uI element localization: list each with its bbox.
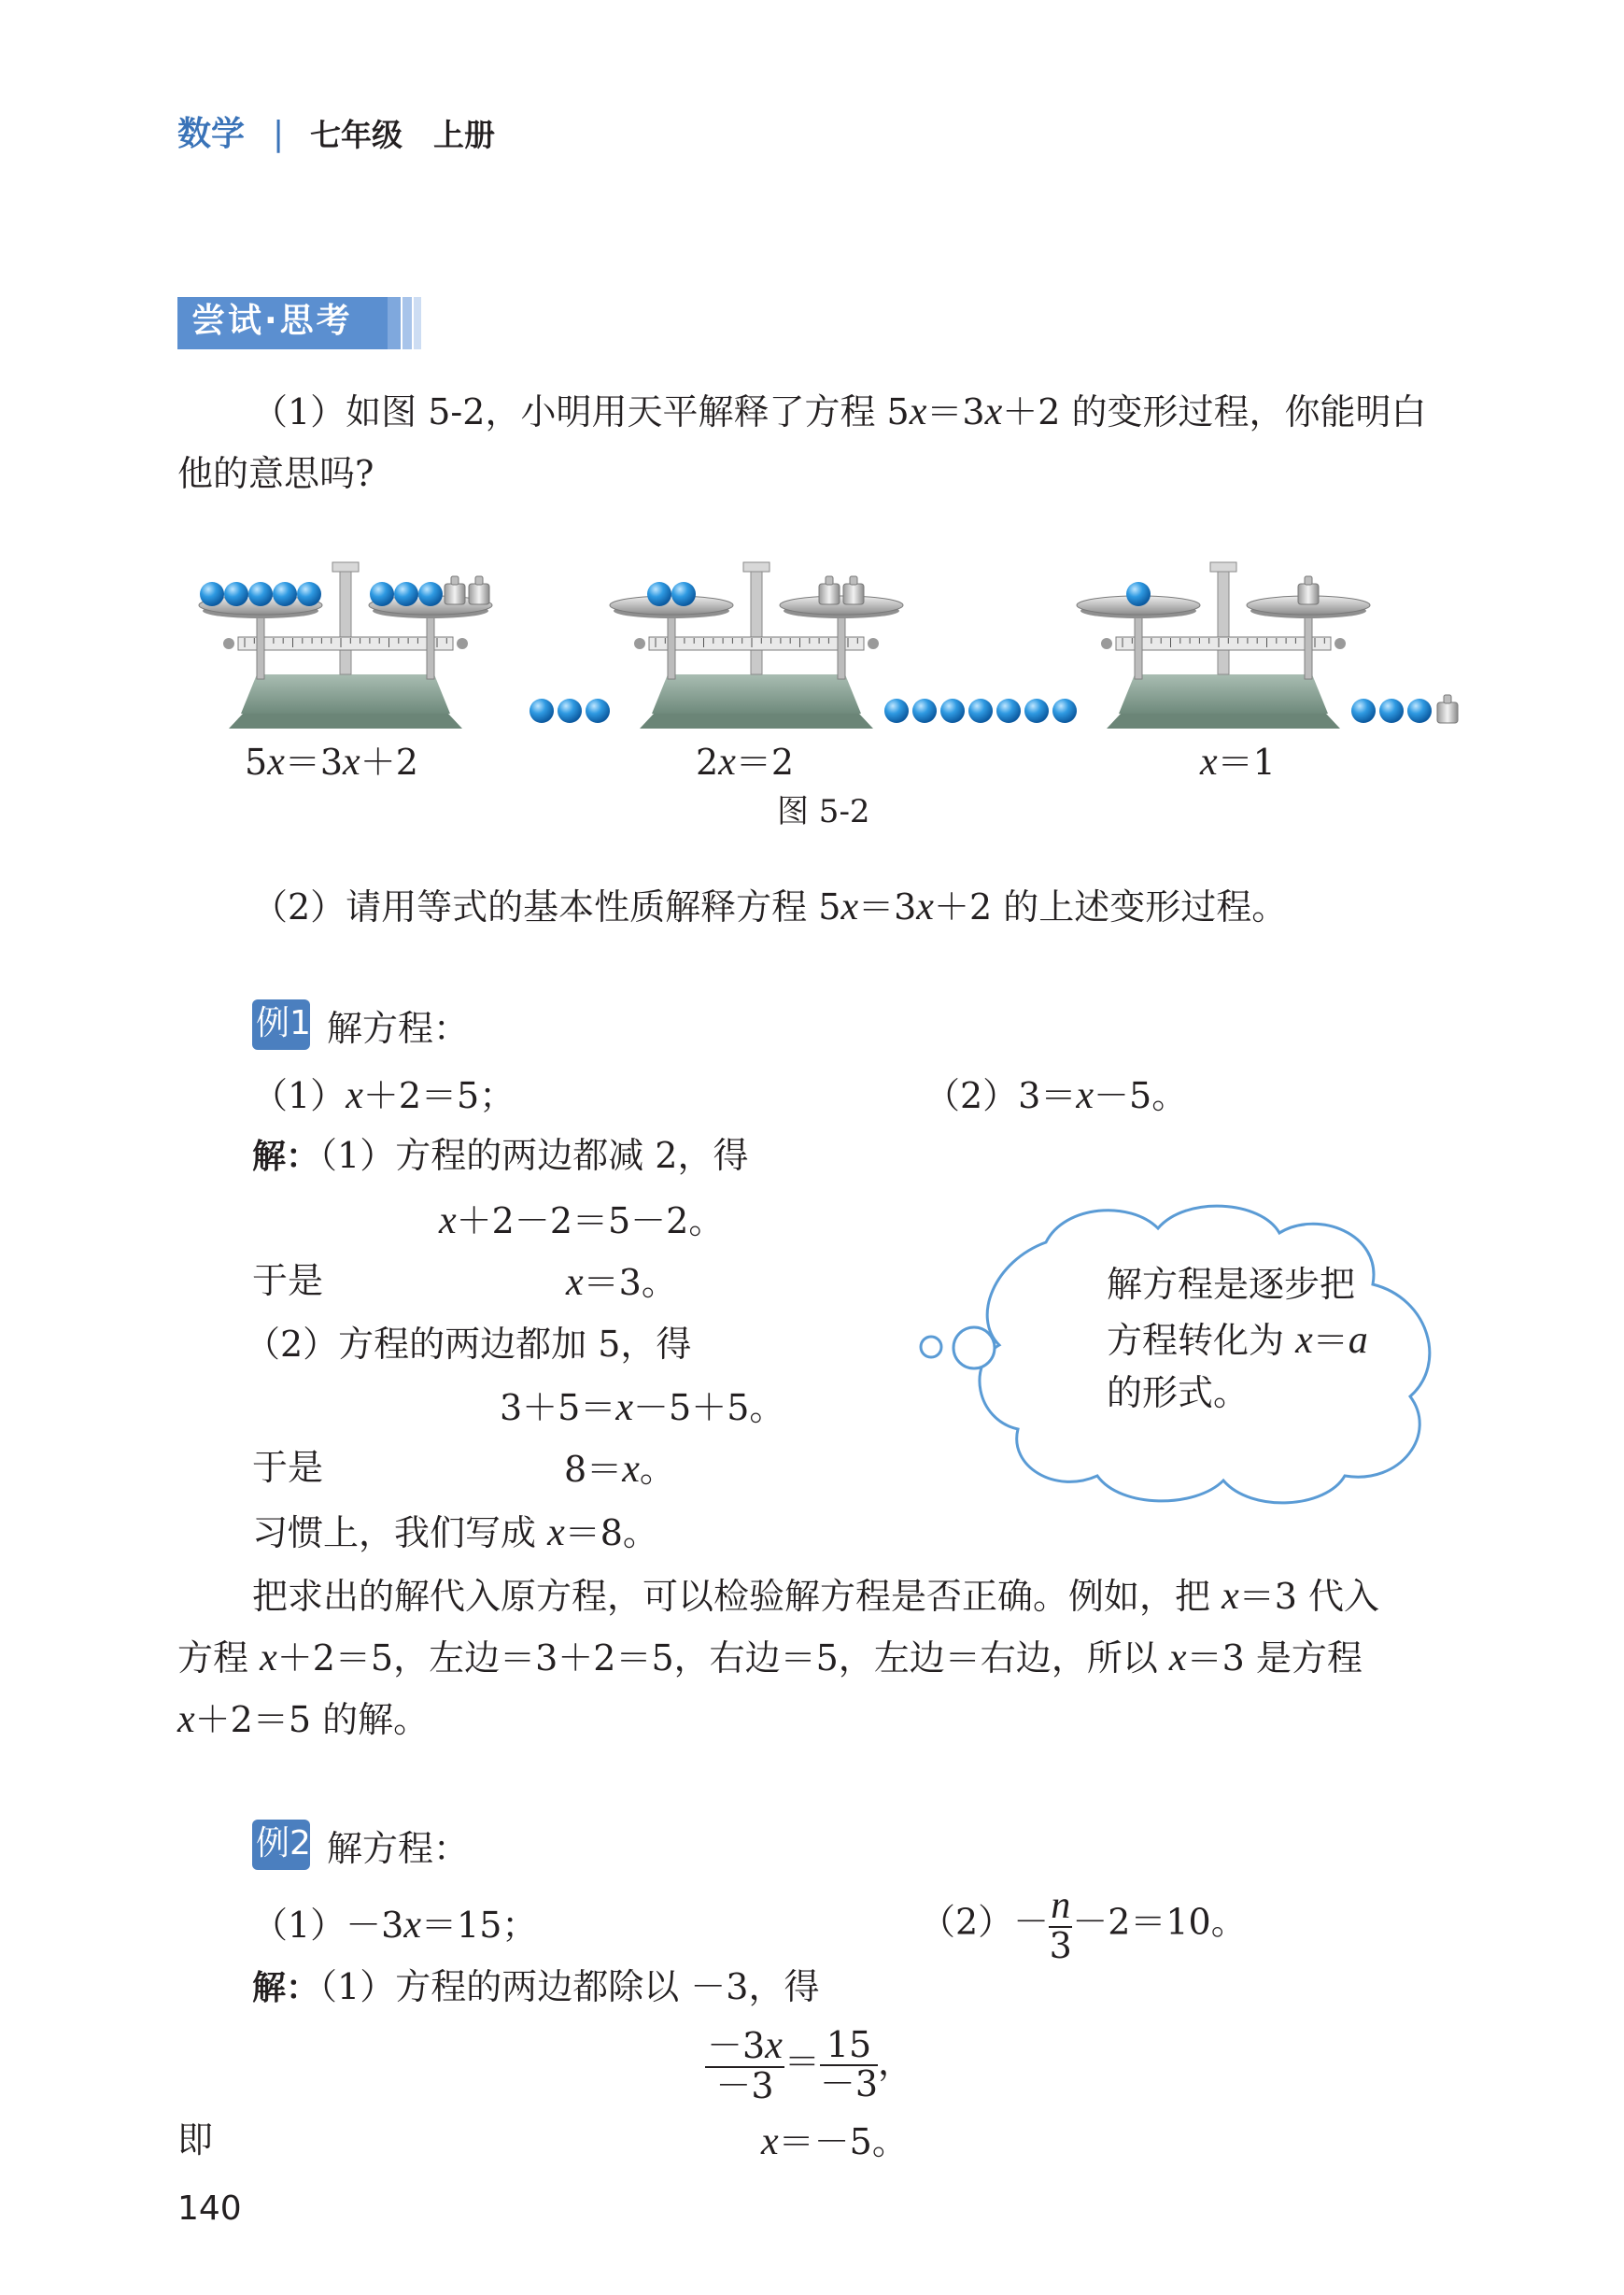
example1-problem-2: （2）3＝x－5。 xyxy=(925,1074,1188,1117)
scale-1-support-left xyxy=(257,609,264,679)
example2-fraction-n3: $\frac{n}{3}$ xyxy=(1049,1884,1072,1967)
scale-2-weight-2 xyxy=(843,584,864,604)
scale-3-table-weight xyxy=(1437,702,1458,723)
try-question-1-cont: 他的意思吗? xyxy=(177,453,374,494)
example1-yushi-1: 于是 xyxy=(252,1260,324,1301)
example1-title: 解方程： xyxy=(327,1008,470,1049)
figure-label-1: 5x＝3x＋2 xyxy=(245,741,418,784)
example2-fraction-right: $\frac{15}{-3}$ xyxy=(819,2024,879,2104)
scale-1-weight-1-knob xyxy=(451,576,459,585)
header-grade: 七年级 上册 xyxy=(310,117,495,153)
scale-3-pillar-top xyxy=(1210,562,1236,572)
scale-1-beam xyxy=(238,637,453,650)
scale-3-pillar xyxy=(1218,568,1229,674)
scale-2-pan-right xyxy=(780,596,903,615)
scale-1-knob-left xyxy=(223,638,234,649)
scale-3-table-left-ball-4 xyxy=(1052,699,1077,723)
bubble-line-1: 解方程是逐步把 xyxy=(1107,1264,1356,1305)
scale-3-table-right-ball-1 xyxy=(1351,699,1376,723)
scale-1-left-ball-2 xyxy=(224,582,248,606)
scale-3-table-left-ball-1 xyxy=(968,699,993,723)
scale-3-knob-left xyxy=(1101,638,1112,649)
scale-3-table-right-ball-3 xyxy=(1407,699,1432,723)
scale-1-left-ball-1 xyxy=(200,582,224,606)
scale-2-left-ball-1 xyxy=(647,582,671,606)
scale-3-beam xyxy=(1116,637,1331,650)
scale-2-base xyxy=(652,674,861,714)
scale-1-support-right xyxy=(427,609,434,679)
scale-3-weight-1-knob xyxy=(1305,576,1312,585)
scale-1-right-ball-3 xyxy=(418,582,443,606)
scale-3-table-weight-knob xyxy=(1444,695,1451,703)
example1-equation-2: x＝3。 xyxy=(566,1261,677,1304)
scale-2-pillar-top xyxy=(743,562,770,572)
scale-2-knob-left xyxy=(634,638,645,649)
page-number: 140 xyxy=(177,2189,242,2228)
scale-2-beam xyxy=(649,637,864,650)
bubble-line-2: 方程转化为 x＝a xyxy=(1107,1319,1368,1362)
scale-3-support-left xyxy=(1135,609,1142,679)
scale-2-table-right-ball-3 xyxy=(940,699,965,723)
example1-equation-3: 3＋5＝x－5＋5。 xyxy=(500,1386,785,1429)
scale-3-left-ball-1 xyxy=(1126,582,1151,606)
try-question-1: （1）如图 5-2，小明用天平解释了方程 5x＝3x＋2 的变形过程，你能明白 xyxy=(252,390,1427,433)
scale-1-right-ball-1 xyxy=(370,582,394,606)
scale-2-table-left-ball-1 xyxy=(530,699,554,723)
scale-2-base-bottom xyxy=(640,714,873,729)
scale-1-left-ball-4 xyxy=(273,582,297,606)
scale-1-base-bottom xyxy=(229,714,462,729)
scale-3-base xyxy=(1119,674,1328,714)
scale-2-pillar xyxy=(751,568,762,674)
example2-problem-1: （1）－3x＝15； xyxy=(252,1904,538,1947)
scale-2-knob-right xyxy=(868,638,879,649)
scale-2-table-right-ball-2 xyxy=(912,699,937,723)
scale-3-table-right-ball-2 xyxy=(1379,699,1404,723)
example2-fraction-left: $\frac{-3x}{-3}$ xyxy=(707,2024,783,2107)
example2-ji: 即 xyxy=(177,2119,214,2160)
scale-2-left-ball-2 xyxy=(671,582,696,606)
example2-title: 解方程： xyxy=(327,1828,470,1869)
example1-badge: 例1 xyxy=(256,1004,311,1042)
scale-2-table-left-ball-3 xyxy=(586,699,610,723)
scale-1-pillar-top xyxy=(332,562,359,572)
scale-3-table-left-ball-2 xyxy=(996,699,1021,723)
scale-3-table-left-ball-3 xyxy=(1024,699,1049,723)
header-subject: 数学 xyxy=(177,115,246,153)
example2-solution-step1: 解：（1）方程的两边都除以 －3，得 xyxy=(252,1966,820,2007)
figure-label-3: x＝1 xyxy=(1200,741,1276,784)
example1-problem-1: （1）x＋2＝5； xyxy=(252,1074,515,1117)
scale-1-pillar xyxy=(340,568,351,674)
example1-yushi-2: 于是 xyxy=(252,1447,324,1488)
scale-1-right-ball-2 xyxy=(394,582,418,606)
figure-caption: 图 5-2 xyxy=(777,793,870,830)
scale-2-pan-left xyxy=(610,596,733,615)
bubble-line-3: 的形式。 xyxy=(1107,1372,1250,1413)
example1-solution-step1: 解：（1）方程的两边都减 2，得 xyxy=(252,1135,749,1176)
figure-label-2: 2x＝2 xyxy=(696,741,795,784)
example1-check-line3: x＋2＝5 的解。 xyxy=(177,1698,430,1741)
example1-solution-step2: （2）方程的两边都加 5，得 xyxy=(245,1324,692,1365)
scale-2-weight-1 xyxy=(819,584,840,604)
example1-equation-1: x＋2－2＝5－2。 xyxy=(439,1199,725,1242)
scale-1-knob-right xyxy=(457,638,468,649)
example2-problem-2: （2）－ $\frac{n}{3}$ －2＝10。 xyxy=(920,1884,1247,1967)
scale-1-left-ball-5 xyxy=(297,582,321,606)
header-divider: | xyxy=(273,115,285,153)
scale-3-knob-right xyxy=(1335,638,1346,649)
scale-1-weight-2-knob xyxy=(475,576,483,585)
example1-habit: 习惯上，我们写成 x＝8。 xyxy=(252,1511,658,1554)
example2-fraction-equation: $\frac{-3x}{-3}$ ＝ $\frac{15}{-3}$ ， xyxy=(707,2024,914,2107)
example1-check-line1: 把求出的解代入原方程，可以检验解方程是否正确。例如，把 x＝3 代入 xyxy=(252,1575,1380,1618)
scale-2-weight-2-knob xyxy=(850,576,857,585)
try-question-2: （2）请用等式的基本性质解释方程 5x＝3x＋2 的上述变形过程。 xyxy=(252,885,1288,928)
scale-1-base xyxy=(241,674,450,714)
scale-1-weight-2 xyxy=(469,584,489,604)
scale-3-support-right xyxy=(1305,609,1312,679)
example2-result: x＝－5。 xyxy=(761,2120,908,2163)
example1-check-line2: 方程 x＋2＝5，左边＝3＋2＝5，右边＝5，左边＝右边，所以 x＝3 是方程 xyxy=(177,1636,1363,1679)
example2-badge: 例2 xyxy=(256,1824,311,1863)
scale-1-weight-1 xyxy=(445,584,465,604)
section-banner-title: 尝试·思考 xyxy=(191,302,353,340)
scale-3-weight-1 xyxy=(1298,584,1319,604)
scale-2-support-right xyxy=(838,609,845,679)
example1-equation-4: 8＝x。 xyxy=(564,1448,675,1491)
scale-2-weight-1-knob xyxy=(826,576,833,585)
scale-3-base-bottom xyxy=(1107,714,1340,729)
scale-2-table-right-ball-1 xyxy=(884,699,909,723)
scale-2-table-left-ball-2 xyxy=(558,699,582,723)
scale-1-left-ball-3 xyxy=(248,582,273,606)
balance-figure xyxy=(177,551,1466,738)
scale-2-support-left xyxy=(668,609,675,679)
